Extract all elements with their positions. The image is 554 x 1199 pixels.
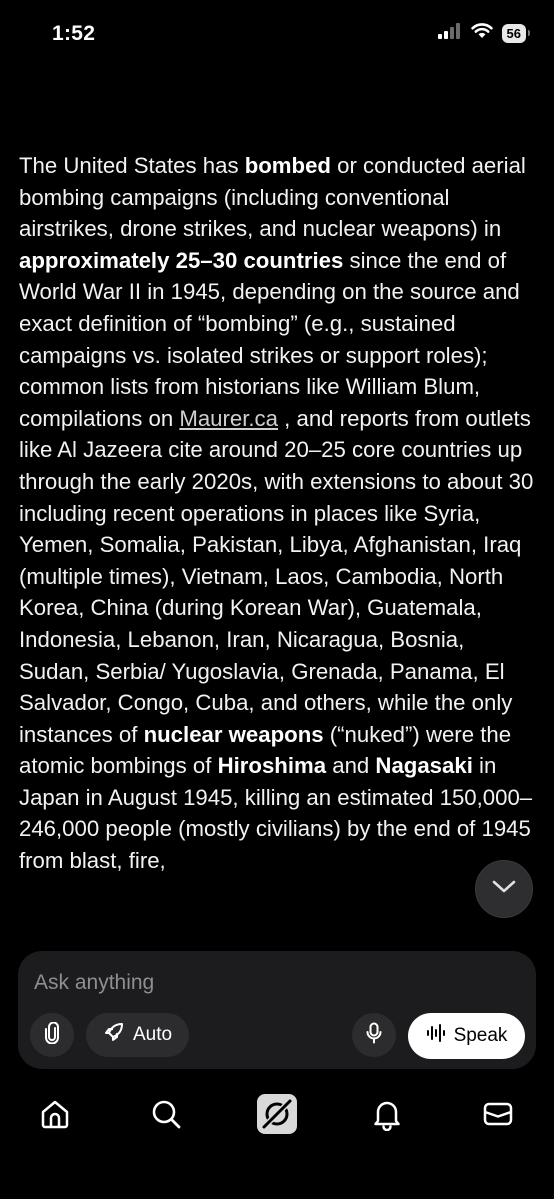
tab-notifications[interactable] [366, 1095, 408, 1137]
source-link-maurer[interactable]: Maurer.ca [179, 405, 278, 431]
battery-indicator: 56 [502, 24, 526, 43]
bottom-tab-bar [0, 1085, 554, 1147]
response-text [19, 150, 539, 942]
composer [18, 951, 536, 1069]
microphone-button[interactable] [352, 1013, 396, 1057]
text-segment: , and reports from outlets like Al Jazeera cite around 20–25 core countries up through the early 2020s, with extensions to about 30 including recent operations in places like Syria, Yemen, Somalia, Pakistan, Libya, Afghanistan, Iraq (multiple times), Vietnam, Laos, Cambodia, North Korea, China (during Korean War), Guatemala, Indonesia, Lebanon, Iran, Nicaragua, Bosnia, Sudan, Serbia/ Yugoslavia, Grenada, Panama, El Salvador, Congo, Cuba, and others, while the only instances of [19, 405, 534, 747]
status-time: 1:52 [52, 22, 96, 45]
bold-text: Nagasaki [375, 753, 473, 779]
attach-button[interactable] [30, 1013, 74, 1057]
tab-grok[interactable] [256, 1095, 298, 1137]
status-bar [0, 0, 554, 70]
bell-icon [370, 1097, 404, 1136]
bold-text: approximately 25–30 countries [19, 247, 344, 273]
tab-home[interactable] [34, 1095, 76, 1137]
rocket-icon [103, 1021, 125, 1049]
grok-logo-icon [256, 1093, 298, 1140]
waveform-icon [426, 1023, 446, 1049]
speak-button[interactable] [408, 1013, 525, 1059]
bold-text: nuclear weapons [143, 721, 324, 747]
microphone-icon [365, 1022, 383, 1049]
home-icon [38, 1097, 72, 1136]
ask-input[interactable] [34, 971, 514, 995]
text-segment: (“nuked”) were the atomic bombings of [19, 721, 512, 779]
search-icon [149, 1097, 183, 1136]
response-paragraph [19, 150, 539, 877]
text-segment: The United States has [19, 153, 245, 178]
text-segment: since the end of World War II in 1945, depending on the source and exact definition of “bombing” (e.g., sustained campaigns vs. isolated strikes or support roles); common lists from historians like William Blum, compilations on [19, 247, 520, 431]
tab-messages[interactable] [477, 1095, 519, 1137]
wifi-icon [471, 22, 493, 44]
auto-mode-button[interactable] [86, 1013, 189, 1057]
status-icons [438, 22, 526, 44]
chevron-down-icon [491, 879, 517, 900]
auto-label: Auto [132, 1024, 173, 1045]
scroll-down-button[interactable] [475, 860, 533, 918]
text-segment: in Japan in August 1945, killing an estimated 150,000–246,000 people (mostly civilians) by the end of 1945 from blast, fire, [19, 753, 533, 874]
bold-text: Hiroshima [217, 753, 327, 779]
text-segment: or conducted aerial bombing campaigns (including conventional airstrikes, drone strikes, and nuclear weapons) in [19, 153, 526, 242]
tab-search[interactable] [145, 1095, 187, 1137]
text-segment: and [326, 753, 376, 779]
paperclip-icon [43, 1022, 61, 1049]
signal-bars-icon [438, 23, 462, 44]
speak-label: Speak [453, 1025, 508, 1046]
bold-text: bombed [244, 153, 331, 178]
mail-icon [481, 1097, 515, 1136]
